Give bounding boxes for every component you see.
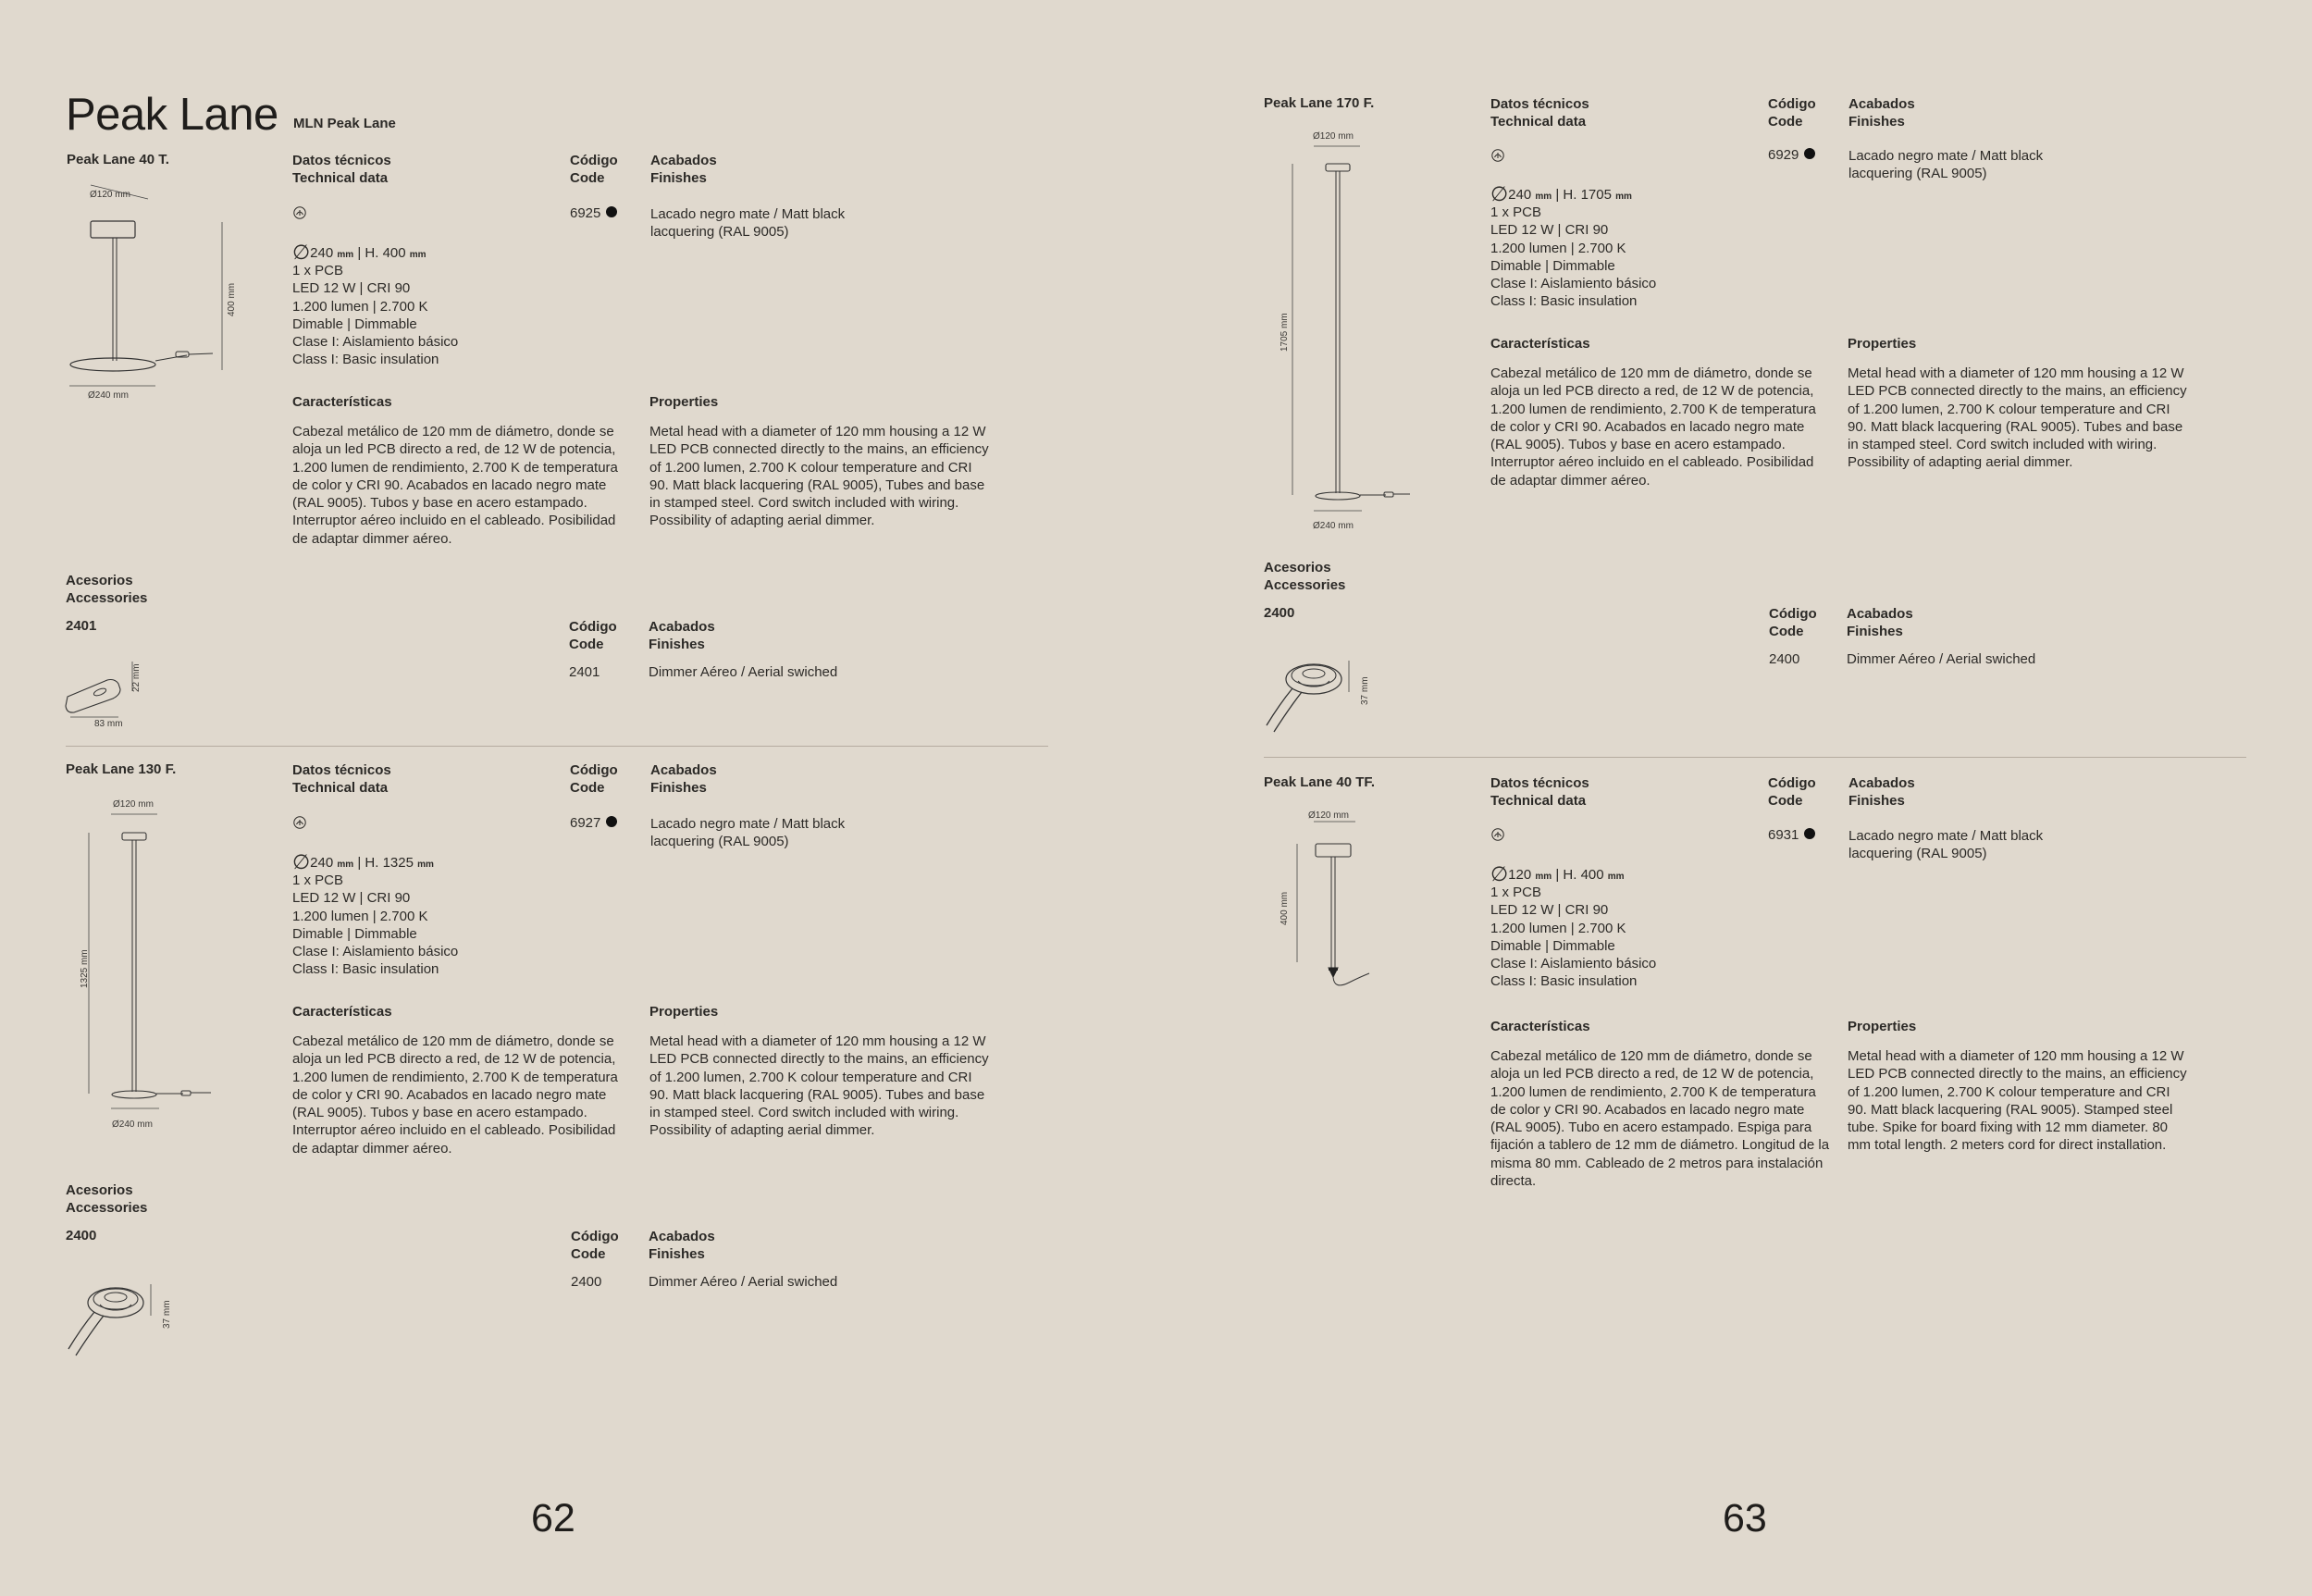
finish-text: Lacado negro mate / Matt black lacquering (RAL 9005) xyxy=(650,206,846,241)
page-title: Peak Lane xyxy=(66,90,278,140)
dimmable-icon xyxy=(1491,828,1504,841)
code-header: Código Code xyxy=(570,153,618,187)
page-subtitle: MLN Peak Lane xyxy=(293,116,396,131)
dim-height: 22 mm xyxy=(131,663,142,692)
code-header: Código Code xyxy=(1768,96,1816,130)
tech-header: Datos técnicos Technical data xyxy=(292,762,391,797)
diameter-icon: ∅ xyxy=(292,850,311,873)
characteristics-text: Cabezal metálico de 120 mm de diámetro, donde se aloja un led PCB directo a red, de 12 W de potencia, 1.200 lumen de rendimiento, 2.700 K de temperatura de color y CRI 90. Acabados en lacado negro mate (RAL 9005). Tubos y base en acero estampado. Interruptor aéreo incluido en el cableado. Posibilidad de adaptar dimmer aéreo. xyxy=(292,424,618,547)
finishes-header: Acabados Finishes xyxy=(650,762,717,797)
dim-base: Ø240 mm xyxy=(1313,521,1354,531)
accessories-header: Acesorios Accessories xyxy=(66,1182,148,1217)
accessory-finish: Dimmer Aéreo / Aerial swiched xyxy=(649,1274,838,1290)
accessory-title: 2400 xyxy=(1264,605,1295,621)
diameter-icon: ∅ xyxy=(1490,182,1509,205)
code-dot-icon xyxy=(606,206,617,217)
section-divider xyxy=(1264,757,2246,758)
properties-text: Metal head with a diameter of 120 mm housing a 12 W LED PCB connected directly to the mains, an efficiency of 1.200 lumen, 2.700 K colour temperature and CRI 90. Matt black lacquering (RAL 9005). Tubes and base in stamped steel. Cord switch included with wiring. Possibility of adapting aerial dimmer. xyxy=(649,1033,989,1139)
finishes-header: Acabados Finishes xyxy=(1848,96,1915,130)
properties-header: Properties xyxy=(1848,1019,1917,1034)
diameter-icon: ∅ xyxy=(1490,862,1509,885)
characteristics-text: Cabezal metálico de 120 mm de diámetro, donde se aloja un led PCB directo a red, de 12 W de potencia, 1.200 lumen de rendimiento, 2.700 K de temperatura de color y CRI 90. Acabados en lacado negro mate (RAL 9005). Tubos y base en acero estampado. Interruptor aéreo incluido en el cableado. Posibilidad de adaptar dimmer aéreo. xyxy=(292,1033,618,1157)
dim-base: Ø240 mm xyxy=(88,390,129,401)
code-dot-icon xyxy=(1804,148,1815,159)
dim-head: Ø120 mm xyxy=(113,799,154,810)
properties-header: Properties xyxy=(649,1004,719,1020)
characteristics-text: Cabezal metálico de 120 mm de diámetro, donde se aloja un led PCB directo a red, de 12 W de potencia, 1.200 lumen de rendimiento, 2.700 K de temperatura de color y CRI 90. Acabados en lacado negro mate (RAL 9005). Tubos y base en acero estampado. Interruptor aéreo incluido en el cableado. Posibilidad de adaptar dimmer aéreo. xyxy=(1490,365,1816,489)
accessory-code: 2401 xyxy=(569,664,600,680)
product-code: 6929 xyxy=(1768,147,1815,163)
lamp-drawing xyxy=(74,805,222,1110)
dim-width: 83 mm xyxy=(94,719,123,729)
dim-head: Ø120 mm xyxy=(1313,131,1354,142)
product-name: Peak Lane 40 TF. xyxy=(1264,774,1376,790)
finishes-header: Acabados Finishes xyxy=(1847,606,1913,640)
code-header: Código Code xyxy=(571,1229,619,1263)
dim-head: Ø120 mm xyxy=(90,190,130,200)
dimensions-line: ∅120 mm | H. 400 mm xyxy=(1490,862,1625,885)
tech-header: Datos técnicos Technical data xyxy=(1490,775,1589,810)
product-code: 6931 xyxy=(1768,827,1815,843)
accessory-title: 2401 xyxy=(66,618,97,634)
characteristics-header: Características xyxy=(1490,1019,1590,1034)
spec-list: 1 x PCB LED 12 W | CRI 90 1.200 lumen | 2.700 K Dimable | Dimmable Clase I: Aislamiento básico Class I: Basic insulation xyxy=(1490,204,1657,310)
accessory-title: 2400 xyxy=(66,1228,97,1243)
finish-text: Lacado negro mate / Matt black lacquering (RAL 9005) xyxy=(1848,828,2044,862)
product-name: Peak Lane 40 T. xyxy=(67,152,169,167)
tech-header: Datos técnicos Technical data xyxy=(1490,96,1589,130)
dim-height: 37 mm xyxy=(162,1300,172,1329)
accessories-header: Acesorios Accessories xyxy=(1264,560,1346,594)
properties-text: Metal head with a diameter of 120 mm housing a 12 W LED PCB connected directly to the mains, an efficiency of 1.200 lumen, 2.700 K colour temperature and CRI 90. Matt black lacquering (RAL 9005). Stamped steel tube. Spike for board fixing with 12 mm diameter. 80 mm total length. 2 meters cord for direct installation. xyxy=(1848,1048,2187,1154)
spec-list: 1 x PCB LED 12 W | CRI 90 1.200 lumen | 2.700 K Dimable | Dimmable Clase I: Aislamiento básico Class I: Basic insulation xyxy=(1490,885,1657,990)
spec-list: 1 x PCB LED 12 W | CRI 90 1.200 lumen | 2.700 K Dimable | Dimmable Clase I: Aislamiento básico Class I: Basic insulation xyxy=(292,872,459,978)
page-number-left: 62 xyxy=(531,1496,575,1540)
finishes-header: Acabados Finishes xyxy=(649,619,715,653)
product-name: Peak Lane 170 F. xyxy=(1264,95,1375,111)
characteristics-header: Características xyxy=(292,394,392,410)
properties-header: Properties xyxy=(649,394,719,410)
lamp-drawing xyxy=(1277,814,1388,999)
dim-height: 400 mm xyxy=(227,282,237,316)
spec-list: 1 x PCB LED 12 W | CRI 90 1.200 lumen | 2.700 K Dimable | Dimmable Clase I: Aislamiento básico Class I: Basic insulation xyxy=(292,263,459,368)
code-header: Código Code xyxy=(569,619,617,653)
dim-base: Ø240 mm xyxy=(112,1120,153,1130)
finish-text: Lacado negro mate / Matt black lacquering (RAL 9005) xyxy=(650,816,846,850)
code-header: Código Code xyxy=(570,762,618,797)
diameter-icon: ∅ xyxy=(292,241,311,264)
finishes-header: Acabados Finishes xyxy=(649,1229,715,1263)
dimmable-icon xyxy=(1491,149,1504,162)
accessory-code: 2400 xyxy=(1769,651,1800,667)
characteristics-header: Características xyxy=(1490,336,1590,352)
code-dot-icon xyxy=(606,816,617,827)
properties-header: Properties xyxy=(1848,336,1917,352)
accessory-finish: Dimmer Aéreo / Aerial swiched xyxy=(649,664,838,680)
tech-header: Datos técnicos Technical data xyxy=(292,153,391,187)
dimensions-line: ∅240 mm | H. 1325 mm xyxy=(292,850,434,873)
dim-height: 400 mm xyxy=(1280,891,1290,925)
accessory-finish: Dimmer Aéreo / Aerial swiched xyxy=(1847,651,2036,667)
properties-text: Metal head with a diameter of 120 mm housing a 12 W LED PCB connected directly to the mains, an efficiency of 1.200 lumen, 2.700 K colour temperature and CRI 90. Matt black lacquering (RAL 9005). Tubes and base in stamped steel. Cord switch included with wiring. Possibility of adapting aerial dimmer. xyxy=(1848,365,2187,471)
dimmable-icon xyxy=(293,816,306,829)
dim-height: 1325 mm xyxy=(80,949,90,988)
accessories-header: Acesorios Accessories xyxy=(66,573,148,607)
lamp-drawing xyxy=(1277,139,1425,527)
dimensions-line: ∅240 mm | H. 1705 mm xyxy=(1490,182,1632,205)
switch-drawing xyxy=(63,662,155,726)
characteristics-text: Cabezal metálico de 120 mm de diámetro, donde se aloja un led PCB directo a red, de 12 W de potencia, 1.200 lumen de rendimiento, 2.700 K de temperatura de color y CRI 90. Acabados en lacado negro mate (RAL 9005). Tubo en acero estampado. Espiga para fijación a tablero de 12 mm de diámetro. Longitud de la misma 80 mm. Cableado de 2 metros para instalación directa. xyxy=(1490,1048,1830,1190)
code-header: Código Code xyxy=(1768,775,1816,810)
dim-head: Ø120 mm xyxy=(1308,810,1349,821)
code-header: Código Code xyxy=(1769,606,1817,640)
section-divider xyxy=(66,746,1048,747)
finishes-header: Acabados Finishes xyxy=(650,153,717,187)
dimmable-icon xyxy=(293,206,306,219)
code-dot-icon xyxy=(1804,828,1815,839)
dim-height: 1705 mm xyxy=(1280,313,1290,352)
dimensions-line: ∅240 mm | H. 400 mm xyxy=(292,241,427,264)
page-number-right: 63 xyxy=(1723,1496,1767,1540)
dim-height: 37 mm xyxy=(1360,676,1370,705)
properties-text: Metal head with a diameter of 120 mm housing a 12 W LED PCB connected directly to the mains, an efficiency of 1.200 lumen, 2.700 K colour temperature and CRI 90. Matt black lacquering (RAL 9005), Tubes and base in stamped steel. Cord switch included with wiring. Possibility of adapting aerial dimmer. xyxy=(649,424,989,529)
product-name: Peak Lane 130 F. xyxy=(66,761,177,777)
finish-text: Lacado negro mate / Matt black lacquering (RAL 9005) xyxy=(1848,148,2044,182)
accessory-code: 2400 xyxy=(571,1274,602,1290)
product-code: 6927 xyxy=(570,815,617,831)
lamp-drawing xyxy=(65,185,241,407)
product-code: 6925 xyxy=(570,205,617,221)
characteristics-header: Características xyxy=(292,1004,392,1020)
finishes-header: Acabados Finishes xyxy=(1848,775,1915,810)
